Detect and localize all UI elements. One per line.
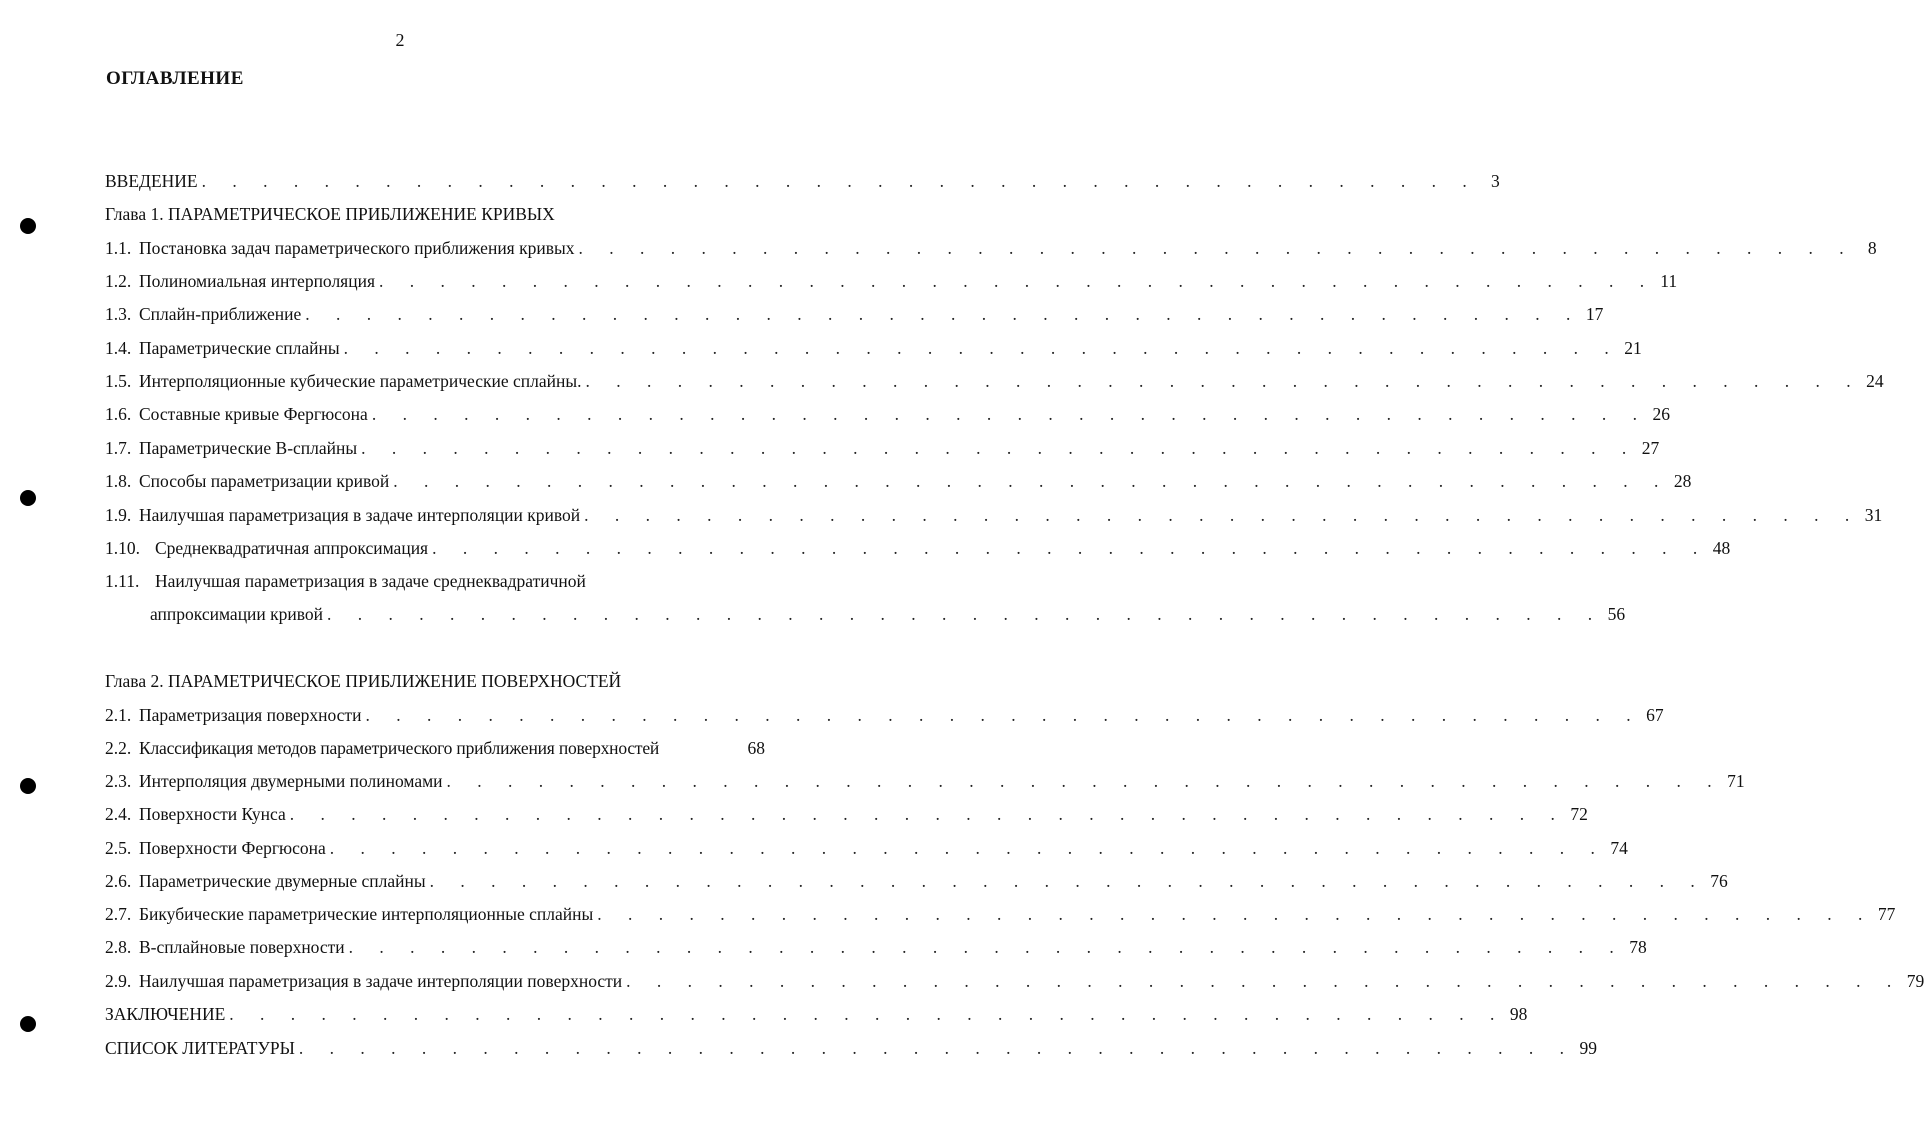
toc-entry[interactable]: 2.2. Классификация методов параметрического приближения поверхностей 68 xyxy=(105,738,765,758)
toc-entry[interactable]: 1.3. Сплайн-приближение . . . . . . . . . . . . . . . . . . . . . . . . . . . . . . . . . . . . . . . . . . 17 xyxy=(105,304,1604,324)
page-number: 2 xyxy=(395,30,405,50)
toc-entry[interactable]: 1.1. Постановка задач параметрического приближения кривых . . . . . . . . . . . . . . . . . . . . . . . . . . . . . . . . . . . . . . . . . . 8 xyxy=(105,238,1877,258)
toc-entry[interactable]: 2.8. В-сплайновые поверхности . . . . . . . . . . . . . . . . . . . . . . . . . . . . . . . . . . . . . . . . . . 78 xyxy=(105,937,1647,957)
toc-entry[interactable]: 1.11. Наилучшая параметризация в задаче среднеквадратичной xyxy=(105,571,586,591)
toc-entry[interactable]: 1.8. Способы параметризации кривой . . . . . . . . . . . . . . . . . . . . . . . . . . . . . . . . . . . . . . . . . . 28 xyxy=(105,471,1692,491)
toc-entry[interactable]: 2.5. Поверхности Фергюсона . . . . . . . . . . . . . . . . . . . . . . . . . . . . . . . . . . . . . . . . . . 74 xyxy=(105,838,1628,858)
binder-hole-icon xyxy=(20,218,36,234)
toc-entry-conclusion[interactable]: ЗАКЛЮЧЕНИЕ . . . . . . . . . . . . . . . . . . . . . . . . . . . . . . . . . . . . . . . . . . 98 xyxy=(105,1004,1528,1024)
toc-entry-continuation[interactable]: аппроксимации кривой . . . . . . . . . . . . . . . . . . . . . . . . . . . . . . . . . . . . . . . . . . 56 xyxy=(150,604,1626,624)
toc-entry-intro[interactable]: ВВЕДЕНИЕ . . . . . . . . . . . . . . . . . . . . . . . . . . . . . . . . . . . . . . . . . . 3 xyxy=(105,171,1500,191)
toc-entry[interactable]: 1.2. Полиномиальная интерполяция . . . . . . . . . . . . . . . . . . . . . . . . . . . . . . . . . . . . . . . . . . 11 xyxy=(105,271,1678,291)
toc-entry[interactable]: 1.4. Параметрические сплайны . . . . . . . . . . . . . . . . . . . . . . . . . . . . . . . . . . . . . . . . . . 21 xyxy=(105,338,1642,358)
toc-entry[interactable]: 1.10. Среднеквадратичная аппроксимация . . . . . . . . . . . . . . . . . . . . . . . . . . . . . . . . . . . . . . . . . . 48 xyxy=(105,538,1731,558)
page-title: ОГЛАВЛЕНИЕ xyxy=(106,68,244,89)
toc-entry[interactable]: 2.6. Параметрические двумерные сплайны . . . . . . . . . . . . . . . . . . . . . . . . . . . . . . . . . . . . . . . . . . 76 xyxy=(105,871,1728,891)
chapter-2-heading: Глава 2. ПАРАМЕТРИЧЕСКОЕ ПРИБЛИЖЕНИЕ ПОВЕРХНОСТЕЙ xyxy=(105,671,622,691)
toc-entry[interactable]: 2.1. Параметризация поверхности . . . . . . . . . . . . . . . . . . . . . . . . . . . . . . . . . . . . . . . . . . 67 xyxy=(105,705,1664,725)
toc-entry[interactable]: 2.3. Интерполяция двумерными полиномами . . . . . . . . . . . . . . . . . . . . . . . . . . . . . . . . . . . . . . . . . . 71 xyxy=(105,771,1745,791)
toc-entry[interactable]: 1.7. Параметрические В-сплайны . . . . . . . . . . . . . . . . . . . . . . . . . . . . . . . . . . . . . . . . . . 27 xyxy=(105,438,1660,458)
toc-entry[interactable]: 2.4. Поверхности Кунса . . . . . . . . . . . . . . . . . . . . . . . . . . . . . . . . . . . . . . . . . . 72 xyxy=(105,804,1588,824)
toc-entry[interactable]: 2.7. Бикубические параметрические интерполяционные сплайны . . . . . . . . . . . . . . . . . . . . . . . . . . . . . . . . . . . . . . . . . . 77 xyxy=(105,904,1896,924)
toc-entry[interactable]: 1.5. Интерполяционные кубические параметрические сплайны. . . . . . . . . . . . . . . . . . . . . . . . . . . . . . . . . . . . . . . . . . . 24 xyxy=(105,371,1884,391)
binder-hole-icon xyxy=(20,778,36,794)
toc-entry-references[interactable]: СПИСОК ЛИТЕРАТУРЫ . . . . . . . . . . . . . . . . . . . . . . . . . . . . . . . . . . . . . . . . . . 99 xyxy=(105,1038,1597,1058)
chapter-1-heading: Глава 1. ПАРАМЕТРИЧЕСКОЕ ПРИБЛИЖЕНИЕ КРИВЫХ xyxy=(105,204,555,224)
binder-hole-icon xyxy=(20,1016,36,1032)
toc-entry[interactable]: 1.6. Составные кривые Фергюсона . . . . . . . . . . . . . . . . . . . . . . . . . . . . . . . . . . . . . . . . . . 26 xyxy=(105,404,1670,424)
toc-entry[interactable]: 2.9. Наилучшая параметризация в задаче интерполяции поверхности . . . . . . . . . . . . . . . . . . . . . . . . . . . . . . . . . . . . . . . . . . 79 xyxy=(105,971,1924,991)
binder-hole-icon xyxy=(20,490,36,506)
toc-entry[interactable]: 1.9. Наилучшая параметризация в задаче интерполяции кривой . . . . . . . . . . . . . . . . . . . . . . . . . . . . . . . . . . . . . . . . . . 31 xyxy=(105,505,1883,525)
